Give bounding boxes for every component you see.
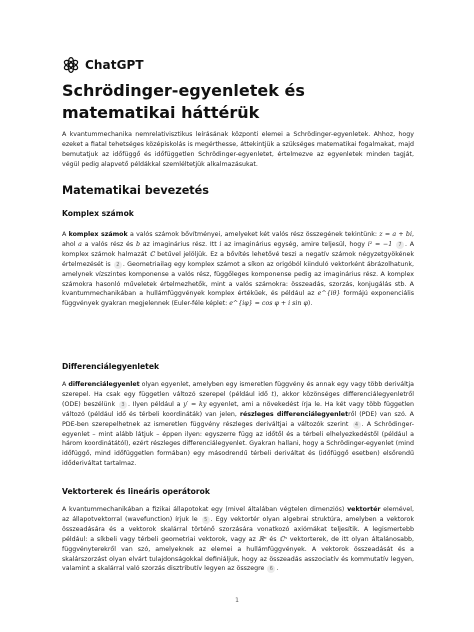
brand-header (62, 56, 144, 74)
subheading-diffeq: Differenciálegyenletek (62, 362, 160, 371)
page-number: 1 (235, 597, 239, 604)
subheading-complex: Komplex számok (62, 209, 134, 218)
intro-paragraph: A kvantummechanika nemrelativisztikus leírásának központi elemei a Schrödinger-egyenletek. Ahhoz, hogy ezeket a fiatal tehetséges középiskolás is megérthesse, áttekintjük a szükséges matematikai fogalmakat, majd bemutatjuk az időfüggő és időfüggetlen Schrödinger-egyenletet, értelmezve az egyenletek minden tagját, végül pedig alapvető példákkal szemléltetjük alkalmazásukat. (62, 131, 414, 168)
footnote-marker[interactable]: 2 (114, 261, 122, 269)
document-title: Schrödinger-egyenletek és matematikai háttérük (62, 81, 305, 122)
equation-ode: y′ = ky (183, 400, 207, 408)
paragraph-complex: A komplex számok a valós számok bővítményei, amelyeket két valós rész összegének tekintünk: z = a + bi, ahol a a valós rész és b az imaginárius rész. Itt i az imaginárius egység, amire teljesül, hogy i² = −1 7 . A komplex számok halmazát ℂ betűvel jelöljük. Ez a bővítés lehetővé teszi a negatív számok négyzetgyökének értelmezését is 2 . Geometriailag egy komplex számot a síkon az origóból kiinduló vektorként ábrázolhatunk, amelynek vízszintes komponense a valós rész, függőleges komponense pedig az imaginárius rész. A komplex számokra hasonló műveletek értelmezhetők, mint a valós számokra: összeadás, szorzás, konjugálás stb. A kvantummechanikában a hullámfüggvények komplex értékűek, és például az e^{iθ} formájú exponenciális függvények gyakran megjelennek (Euler-féle képlet: e^{iφ} = cos φ + i sin φ). (62, 231, 415, 308)
subheading-vectors: Vektorterek és lineáris operátorok (62, 487, 210, 496)
chatgpt-logo-icon (62, 56, 80, 74)
footnote-marker[interactable]: 3 (119, 401, 127, 409)
equation-i-squared: i² = −1 (367, 240, 393, 248)
footnote-marker[interactable]: 7 (396, 241, 404, 249)
equation-z: z = a + bi (379, 231, 412, 238)
equation-euler: e^{iφ} = cos φ + i sin φ (229, 300, 308, 308)
footnote-marker[interactable]: 4 (353, 421, 361, 429)
paragraph-diffeq: A differenciálegyenlet olyan egyenlet, amelyben egy ismeretlen függvény és annak egy vagy több deriváltja szerepel. Ha csak egy független változó szerepel (például idő t), akkor közönséges differenciálegyenletről (ODE) beszélünk 3 . Ilyen például a y′ = ky egyenlet, ami a növekedést írja le. Ha két vagy több független változó (például idő és térbeli koordináták) van jelen, részleges differenciálegyenletről (PDE) van szó. A PDE-ben szerepelhetnek az ismeretlen függvény részleges deriváltjai a változók szerint 4 . A Schrödinger-egyenlet – mint alább látjuk – éppen ilyen: egyszerre függ az időtől és a térbeli elhelyezkedéstől (például a három koordinátától), ezért részleges differenciálegyenlet. Gyakran hallani, hogy a Schrödinger-egyenlet (mind időfüggő, mind időfüggetlen formában) egy másodrendű térbeli deriváltat és (időfüggő esetben) elsőrendű időderiváltat tartalmaz. (62, 381, 414, 468)
footnote-marker[interactable]: 5 (202, 516, 210, 524)
paragraph-vectors: A kvantummechanikában a fizikai állapotokat egy (mivel általában végtelen dimenziós) vektortér elemével, az állapotvektorral (wavefunction) írjuk le 5 . Egy vektortér olyan algebrai struktúra, amelyben a vektorok összeadására és a vektorok skalárral történő szorzására vonatkozó axiómákat teljesítik. A legismertebb például: a síkbeli vagy térbeli geometriai vektorok, vagy az ℝⁿ és ℂⁿ vektorterek, de itt olyan általánosabb, függvényterekről van szó, amelyeknek az elemei a hullámfüggvények. A vektorok összeadását és a skalárszorzást olyan elvárt tulajdonságokkal definiáljuk, hogy az összeadás asszociatív és kommutatív legyen, valamint a skalárral való szorzás disztributív legyen az összegre 6 . (62, 506, 414, 573)
section-heading-math: Matematikai bevezetés (62, 184, 209, 197)
footnote-marker[interactable]: 6 (267, 565, 275, 573)
brand-name: ChatGPT (85, 58, 144, 72)
